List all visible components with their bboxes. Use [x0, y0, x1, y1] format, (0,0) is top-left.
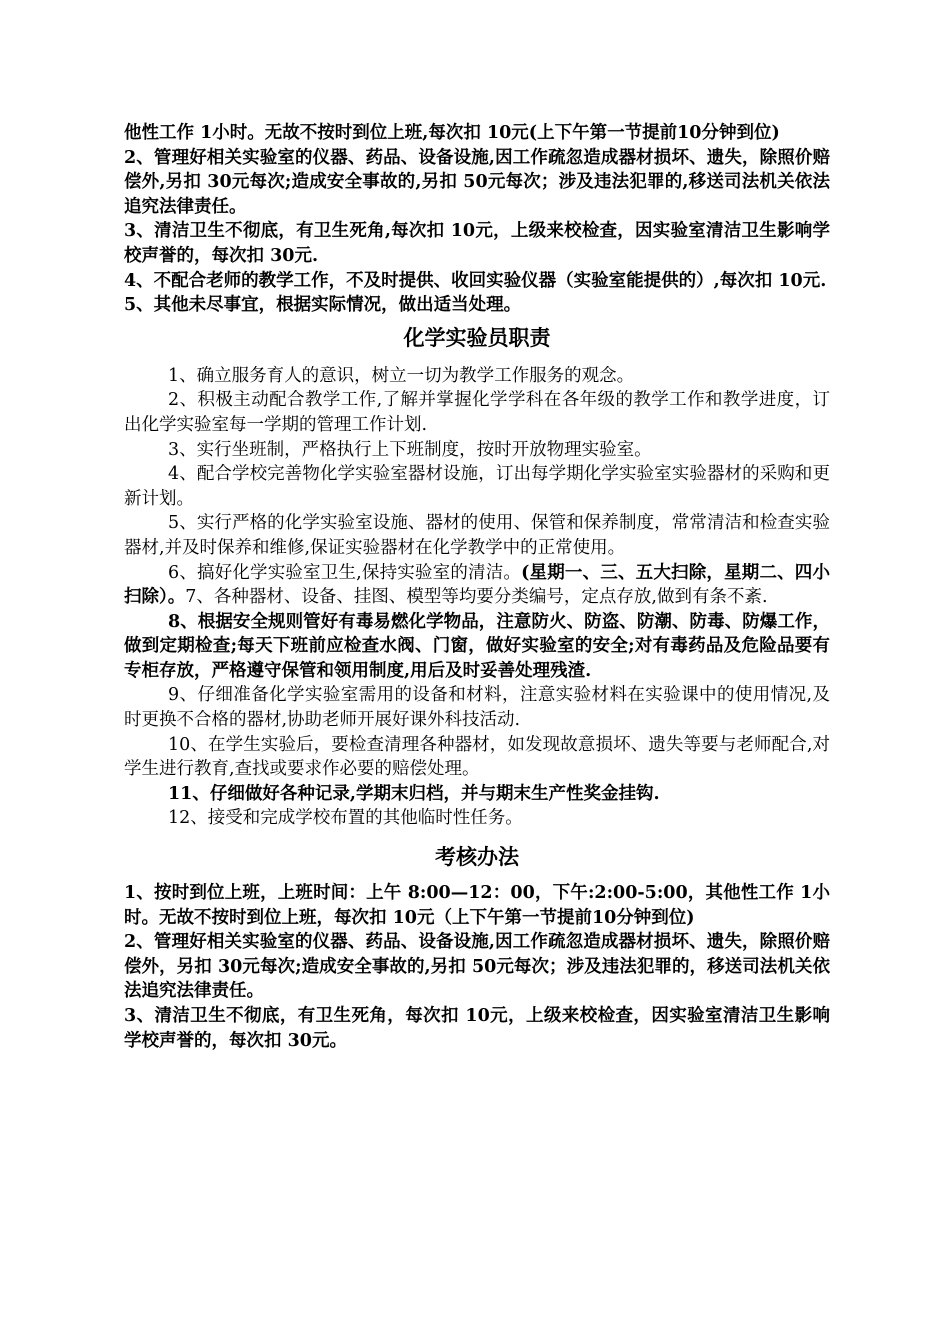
assessment-section [124, 843, 830, 1053]
duty-item-7: 7、各种器材、设备、挂图、模型等均要分类编号，定点存放,做到有条不紊. [185, 587, 768, 608]
top-assessment-section [124, 121, 830, 318]
duty-item-1: 1、确立服务育人的意识，树立一切为教学工作服务的观念。 [168, 365, 635, 386]
duty-item-6-schedule: (星期一、三、五大扫除，星期二、四小扫除）。 [124, 562, 830, 608]
document-page [124, 121, 830, 1053]
duty-item-9: 9、仔细准备化学实验室需用的设备和材料，注意实验材料在实验课中的使用情况,及时更换不合格的器材,协助老师开展好课外科技活动. [124, 685, 830, 731]
assessment-item-1: 1、按时到位上班，上班时间：上午 8:00—12：00，下午:2:00-5:00，其他性工作 1小时。无故不按时到位上班，每次扣 10元（上下午第一节提前10分钟到位) [124, 883, 830, 928]
top-item-continuation: 他性工作 1小时。无故不按时到位上班,每次扣 10元(上下午第一节提前10分钟到位) [124, 123, 780, 143]
top-item-4: 4、不配合老师的教学工作，不及时提供、收回实验仪器（实验室能提供的）,每次扣 10元. [124, 270, 827, 291]
duty-item-11: 11、仔细做好各种记录,学期末归档，并与期末生产性奖金挂钩. [168, 783, 660, 804]
duty-item-2: 2、积极主动配合教学工作,了解并掌握化学学科在各年级的教学工作和教学进度，订出化学实验室每一学期的管理工作计划. [124, 390, 830, 435]
top-item-3: 3、清洁卫生不彻底，有卫生死角,每次扣 10元，上级来校检查，因实验室清洁卫生影响学校声誉的，每次扣 30元. [124, 221, 830, 266]
duty-item-12: 12、接受和完成学校布置的其他临时性任务。 [168, 808, 523, 829]
assessment-item-2: 2、管理好相关实验室的仪器、药品、设备设施,因工作疏忽造成器材损坏、遗失，除照价赔偿外，另扣 30元每次;造成安全事故的,另扣 50元每次；涉及违法犯罪的，移送司法机关依法追究法律责任。 [124, 932, 830, 1002]
duty-item-8: 8、根据安全规则管好有毒易燃化学物品，注意防火、防盗、防潮、防毒、防爆工作，做到定期检查;每天下班前应检查水阀、门窗，做好实验室的安全;对有毒药品及危险品要有专柜存放，严格遵守保管和领用制度,用后及时妥善处理残渣. [124, 611, 830, 681]
duty-item-6: 6、搞好化学实验室卫生,保持实验室的清洁。 [168, 562, 522, 583]
duties-title: 化学实验员职责 [403, 324, 551, 350]
duties-section [124, 324, 830, 831]
duty-item-3: 3、实行坐班制，严格执行上下班制度，按时开放物理实验室。 [168, 439, 652, 460]
duty-item-4: 4、配合学校完善物化学实验室器材设施，订出每学期化学实验室实验器材的采购和更新计划。 [124, 464, 830, 509]
duty-item-10: 10、在学生实验后，要检查清理各种器材，如发现故意损坏、遗失等要与老师配合,对学生进行教育,查找或要求作必要的赔偿处理。 [124, 734, 830, 780]
duty-item-5: 5、实行严格的化学实验室设施、器材的使用、保管和保养制度，常常清洁和检查实验器材,并及时保养和维修,保证实验器材在化学教学中的正常使用。 [124, 513, 830, 558]
duty-item-6-7 [124, 561, 830, 610]
assessment-title: 考核办法 [435, 844, 519, 870]
top-item-2: 2、管理好相关实验室的仪器、药品、设备设施,因工作疏忽造成器材损坏、遗失，除照价赔偿外,另扣 30元每次;造成安全事故的,另扣 50元每次；涉及违法犯罪的,移送司法机关依法追究法律责任。 [124, 147, 830, 217]
top-item-5: 5、其他未尽事宜，根据实际情况，做出适当处理。 [124, 295, 522, 316]
assessment-item-3: 3、清洁卫生不彻底，有卫生死角，每次扣 10元，上级来校检查，因实验室清洁卫生影响学校声誉的，每次扣 30元。 [124, 1006, 830, 1051]
